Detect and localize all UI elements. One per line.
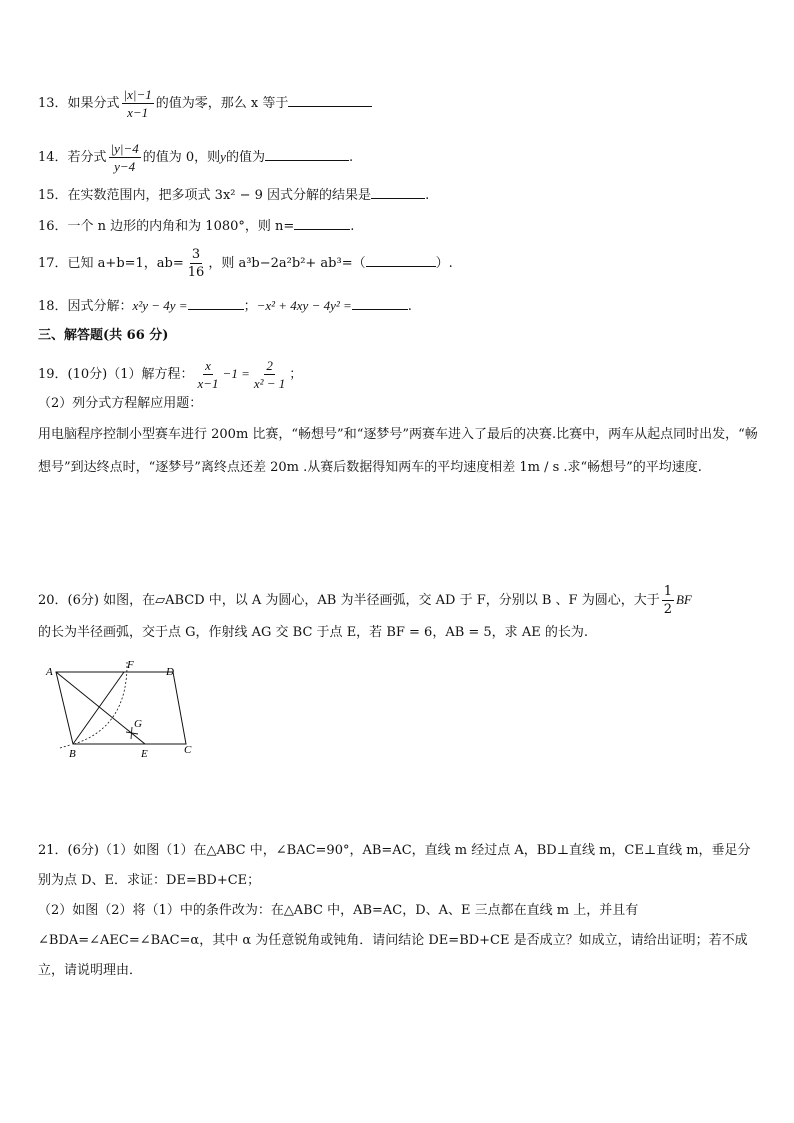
q19-part2: （2）列分式方程解应用题： [38,396,203,411]
question-18: 18．因式分解：x²y − 4y = ；−x² + 4xy − 4y² = . [38,298,412,314]
question-17: 17．已知 a+b=1，ab= $\frac{3}{16}$ ，则 a³b−2a²b²+ ab³=（ ）. [38,247,453,280]
label-e: E [141,748,148,760]
answer-blank[interactable] [294,228,350,230]
q14-fraction: $\frac{|y|-4}{y-4}$ [110,141,139,174]
label-a: A [46,666,53,678]
answer-blank[interactable] [265,159,349,161]
question-16: 16．一个 n 边形的内角和为 1080°，则 n= . [38,219,355,234]
q19-body: 用电脑程序控制小型赛车进行 200m 比赛，“畅想号”和“逐梦号”两赛车进入了最后的决赛.比赛中，两车从起点同时出发，“畅想号”到达终点时，“逐梦号”离终点还差 20m .从赛后数据得知两车的平均速度相差 1m / s .求“畅想号”的平均速度. [38,427,758,475]
label-f: F [127,659,134,671]
q13-text-after: 的值为零，那么 x 等于 [155,96,289,111]
parallelogram-figure [36,655,206,765]
section-title: 三、解答题(共 66 分) [38,328,169,343]
segment-bf [73,672,124,744]
question-19: 19．(10分)（1）解方程： $\frac{x}{x-1}$ −1 = $\frac{2}{\text{x² − 1}}$ ； [38,358,303,391]
answer-blank[interactable] [288,105,372,107]
question-21-part2: （2）如图（2）将（1）中的条件改为：在△ABC 中，AB=AC，D、A、E 三点都在直线 m 上，并且有∠BDA=∠AEC=∠BAC=α，其中 α 为任意锐角或钝角．请问结论 DE=BD+CE 是否成立？如成立，请给出证明；若不成立，请说明理由． [38,903,748,978]
answer-blank[interactable] [366,265,436,267]
question-20: 20．(6分) 如图，在▱ABCD 中，以 A 为圆心，AB 为半径画弧，交 AD 于 F，分别以 B 、F 为圆心，大于 $\frac{1}{2}$ BF [38,584,692,617]
question-13 [38,86,372,121]
label-b: B [69,748,76,760]
q13-text: 13．如果分式 [38,96,120,111]
question-14: 14．若分式 $\frac{|y|-4}{y-4}$ 的值为 0，则y的值为 . [38,141,354,174]
label-g: G [134,718,142,730]
label-c: C [184,744,192,756]
arc-mark-g2 [131,727,132,739]
q17-fraction: $\frac{3}{16}$ [187,247,205,280]
parallelogram-abcd [56,672,186,744]
q13-fraction: $\frac{|x|-1}{x-1}$ [123,87,152,120]
answer-blank[interactable] [371,197,425,199]
q20-line2: 的长为半径画弧，交于点 G，作射线 AG 交 BC 于点 E，若 BF = 6，AB = 5，求 AE 的长为. [38,625,588,640]
answer-blank[interactable] [188,308,244,310]
label-d: D [166,666,174,678]
answer-blank[interactable] [352,308,408,310]
question-15: 15．在实数范围内，把多项式 3x² − 9 因式分解的结果是 . [38,188,430,203]
question-21-part1: 21．(6分)（1）如图（1）在△ABC 中，∠BAC=90°，AB=AC，直线 m 经过点 A，BD⊥直线 m，CE⊥直线 m，垂足分别为点 D、E．求证：DE=BD+CE； [38,843,751,888]
